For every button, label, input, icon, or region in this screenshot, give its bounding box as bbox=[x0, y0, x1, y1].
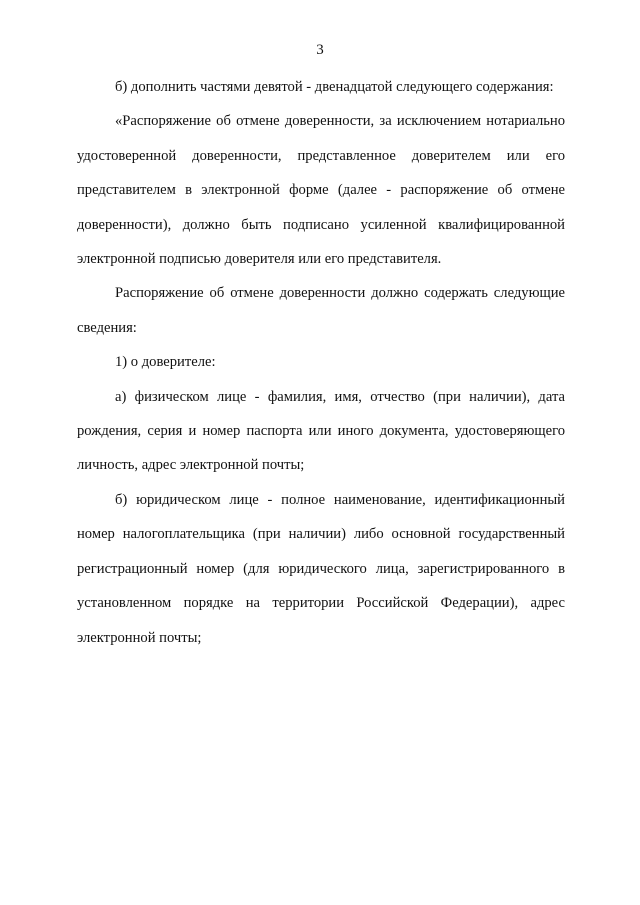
paragraph-about-principal: 1) о доверителе: bbox=[115, 354, 216, 371]
paragraph-revocation-order: «Распоряжение об отмене доверенности, за исключением нотариально удостоверенной доверенности, представленное доверителем или его представителем в электронной форме (далее - распоряжение об отмене доверенности), должно быть подписано усиленной квалифицированной электронной подписью доверителя или его представителя. bbox=[77, 113, 565, 268]
document-body bbox=[77, 70, 565, 655]
paragraph-amendment-intro: б) дополнить частями девятой - двенадцатой следующего содержания: bbox=[115, 79, 554, 95]
paragraph-required-info: Распоряжение об отмене доверенности должно содержать следующие сведения: bbox=[77, 285, 565, 336]
page-number: 3 bbox=[316, 42, 324, 58]
paragraph-individual: а) физическом лице - фамилия, имя, отчество (при наличии), дата рождения, серия и номер паспорта или иного документа, удостоверяющего личность, адрес электронной почты; bbox=[77, 388, 565, 474]
paragraph-legal-entity: б) юридическом лице - полное наименование, идентификационный номер налогоплательщика (при наличии) либо основной государственный регистрационный номер (для юридического лица, зарегистрированного в установленном порядке на территории Российской Федерации), адрес электронной почты; bbox=[77, 491, 565, 646]
